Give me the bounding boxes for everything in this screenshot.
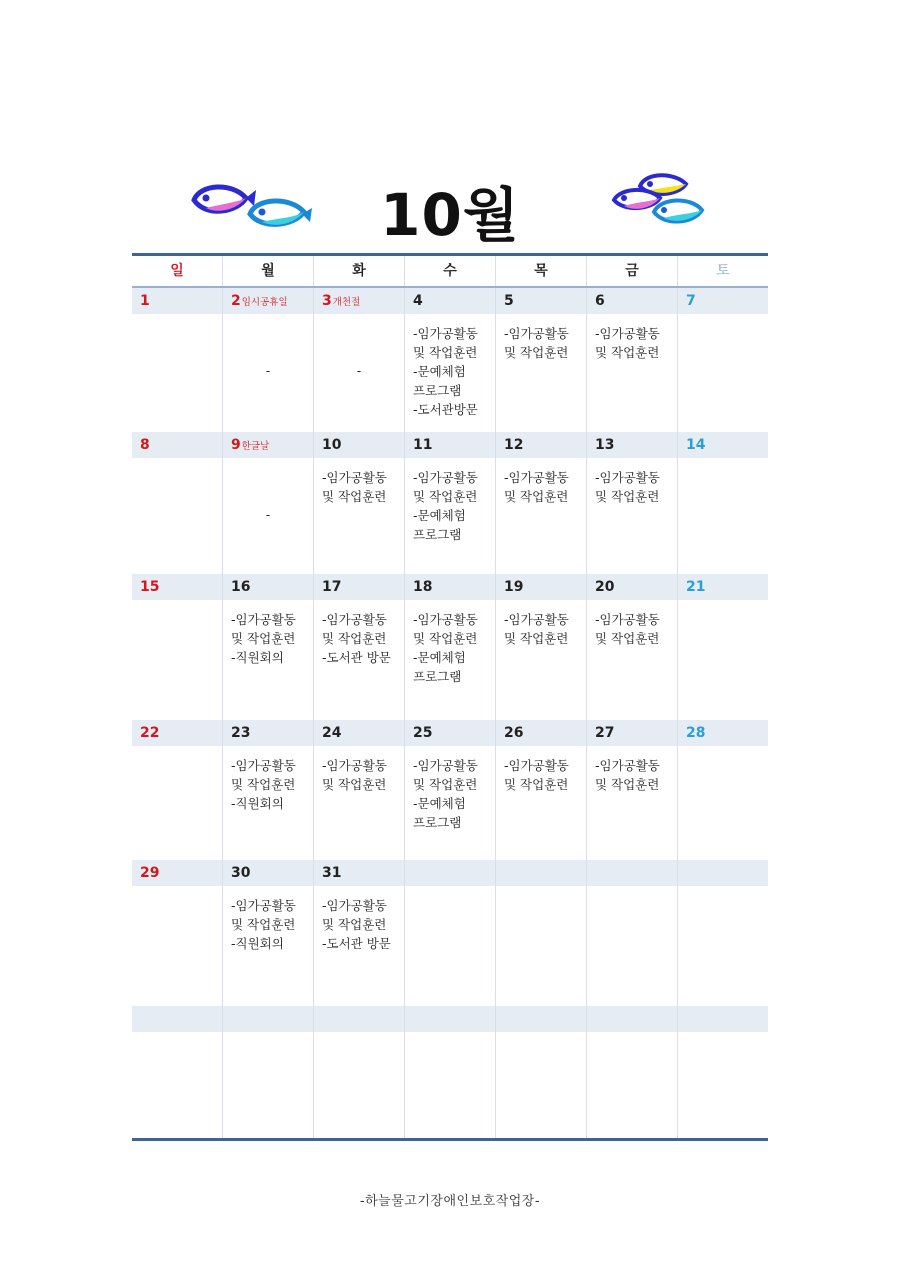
date-cell [587,720,678,746]
date-cell [223,1006,314,1032]
date-number: 28 [686,725,706,741]
date-cell [678,1006,768,1032]
date-cell [223,574,314,600]
event-text: -임가공활동 및 작업훈련 [504,612,569,646]
events-cell [587,458,678,574]
holiday-note: 개천절 [332,297,361,308]
date-cell [132,288,223,314]
date-cell [405,720,496,746]
event-text: -임가공활동 및 작업훈련 [322,758,387,792]
date-cell [314,288,405,314]
date-cell [132,720,223,746]
date-cell [587,574,678,600]
date-cell [496,720,587,746]
weekday-header [132,256,768,288]
date-number: 17 [322,579,342,595]
event-text: -임가공활동 및 작업훈련 -도서관 방문 [322,898,391,951]
date-cell [405,288,496,314]
events-cell [587,746,678,860]
date-cell [587,1006,678,1032]
date-number: 16 [231,579,251,595]
date-number: 26 [504,725,524,741]
date-number: 10 [322,437,342,453]
date-cell [132,860,223,886]
events-cell [405,458,496,574]
events-cell [587,1032,678,1138]
holiday-note: 임시공휴일 [241,297,288,308]
events-cell [678,600,768,720]
event-text: -임가공활동 및 작업훈련 [322,470,387,504]
events-cell [496,746,587,860]
date-row [132,432,768,458]
weekday-tue: 화 [314,256,405,286]
date-number: 27 [595,725,615,741]
event-text: -임가공활동 및 작업훈련 -문예체험 프로그램 [413,470,478,542]
events-cell [132,314,223,432]
date-number: 4 [413,293,423,309]
calendar-table [132,253,768,1141]
date-cell [405,860,496,886]
date-cell [314,860,405,886]
date-number: 19 [504,579,524,595]
events-cell [678,458,768,574]
date-row [132,1006,768,1032]
events-cell [405,746,496,860]
date-number: 7 [686,293,696,309]
date-number: 3 [322,293,332,309]
date-cell [314,574,405,600]
event-text: -임가공활동 및 작업훈련 -문예체험 프로그램 [413,612,478,684]
weekday-mon: 월 [223,256,314,286]
events-cell [132,886,223,1006]
date-cell [132,432,223,458]
date-cell [314,1006,405,1032]
date-number: 23 [231,725,251,741]
events-cell [678,746,768,860]
date-row [132,720,768,746]
events-row [132,886,768,1006]
date-cell [314,432,405,458]
date-cell [496,288,587,314]
date-cell [223,288,314,314]
events-cell [223,746,314,860]
date-cell [587,288,678,314]
weekday-sat: 토 [716,263,730,279]
event-text: -임가공활동 및 작업훈련 -문예체험 프로그램 -도서관방문 [413,326,478,417]
event-text: -임가공활동 및 작업훈련 [504,326,569,360]
calendar-weeks [132,288,768,1138]
date-cell [223,720,314,746]
weekday-fri: 금 [587,256,678,286]
date-number: 11 [413,437,433,453]
date-number: 31 [322,865,342,881]
events-row [132,458,768,574]
date-number: 30 [231,865,251,881]
date-cell [496,574,587,600]
date-cell [678,574,768,600]
date-number: 8 [140,437,150,453]
events-cell [314,314,405,432]
events-cell [405,1032,496,1138]
date-cell [496,1006,587,1032]
events-cell [223,1032,314,1138]
date-cell [678,432,768,458]
date-number: 5 [504,293,514,309]
date-number: 20 [595,579,615,595]
events-row [132,746,768,860]
holiday-note: 한글날 [241,441,270,452]
events-cell [223,458,314,574]
events-row [132,600,768,720]
date-row [132,574,768,600]
date-row [132,860,768,886]
date-number: 29 [140,865,160,881]
date-number: 14 [686,437,706,453]
date-number: 2 [231,293,241,309]
events-cell [314,1032,405,1138]
events-cell [587,600,678,720]
date-cell [132,574,223,600]
event-text: -임가공활동 및 작업훈련 -직원회의 [231,898,296,951]
empty-dash: - [356,364,362,378]
date-cell [405,1006,496,1032]
date-cell [223,860,314,886]
page-title: 10월 [380,181,520,249]
events-cell [405,314,496,432]
date-number: 24 [322,725,342,741]
date-cell [405,432,496,458]
empty-dash: - [265,364,271,378]
events-cell [132,1032,223,1138]
event-text: -임가공활동 및 작업훈련 -문예체험 프로그램 [413,758,478,830]
date-number: 6 [595,293,605,309]
events-cell [314,458,405,574]
event-text: -임가공활동 및 작업훈련 -도서관 방문 [322,612,391,665]
empty-dash: - [265,508,271,522]
date-number: 18 [413,579,433,595]
date-cell [496,432,587,458]
events-cell [496,314,587,432]
event-text: -임가공활동 및 작업훈련 -직원회의 [231,612,296,665]
date-number: 13 [595,437,615,453]
weekday-thu: 목 [496,256,587,286]
events-row [132,1032,768,1138]
event-text: -임가공활동 및 작업훈련 [504,758,569,792]
date-number: 21 [686,579,706,595]
events-cell [405,600,496,720]
events-cell [223,314,314,432]
date-cell [132,1006,223,1032]
date-cell [405,574,496,600]
events-cell [405,886,496,1006]
date-cell [587,860,678,886]
date-number: 12 [504,437,524,453]
date-cell [678,720,768,746]
date-row [132,288,768,314]
weekday-wed: 수 [405,256,496,286]
date-number: 9 [231,437,241,453]
event-text: -임가공활동 및 작업훈련 [595,470,660,504]
date-cell [587,432,678,458]
weekday-sun: 일 [132,256,223,286]
events-cell [587,314,678,432]
events-cell [314,886,405,1006]
events-cell [678,314,768,432]
events-cell [496,600,587,720]
events-cell [132,746,223,860]
events-cell [496,1032,587,1138]
events-cell [496,886,587,1006]
date-number: 1 [140,293,150,309]
events-cell [223,600,314,720]
events-cell [132,458,223,574]
date-cell [678,288,768,314]
events-cell [587,886,678,1006]
footer-organization: -하늘물고기장애인보호작업장- [359,1194,541,1209]
events-cell [314,600,405,720]
date-number: 22 [140,725,160,741]
events-cell [678,886,768,1006]
events-cell [496,458,587,574]
event-text: -임가공활동 및 작업훈련 [595,758,660,792]
events-cell [223,886,314,1006]
events-cell [132,600,223,720]
event-text: -임가공활동 및 작업훈련 [595,326,660,360]
date-number: 25 [413,725,433,741]
event-text: -임가공활동 및 작업훈련 [504,470,569,504]
events-row [132,314,768,432]
events-cell [678,1032,768,1138]
date-cell [223,432,314,458]
event-text: -임가공활동 및 작업훈련 -직원회의 [231,758,296,811]
date-cell [678,860,768,886]
date-cell [496,860,587,886]
events-cell [314,746,405,860]
date-cell [314,720,405,746]
event-text: -임가공활동 및 작업훈련 [595,612,660,646]
date-number: 15 [140,579,160,595]
